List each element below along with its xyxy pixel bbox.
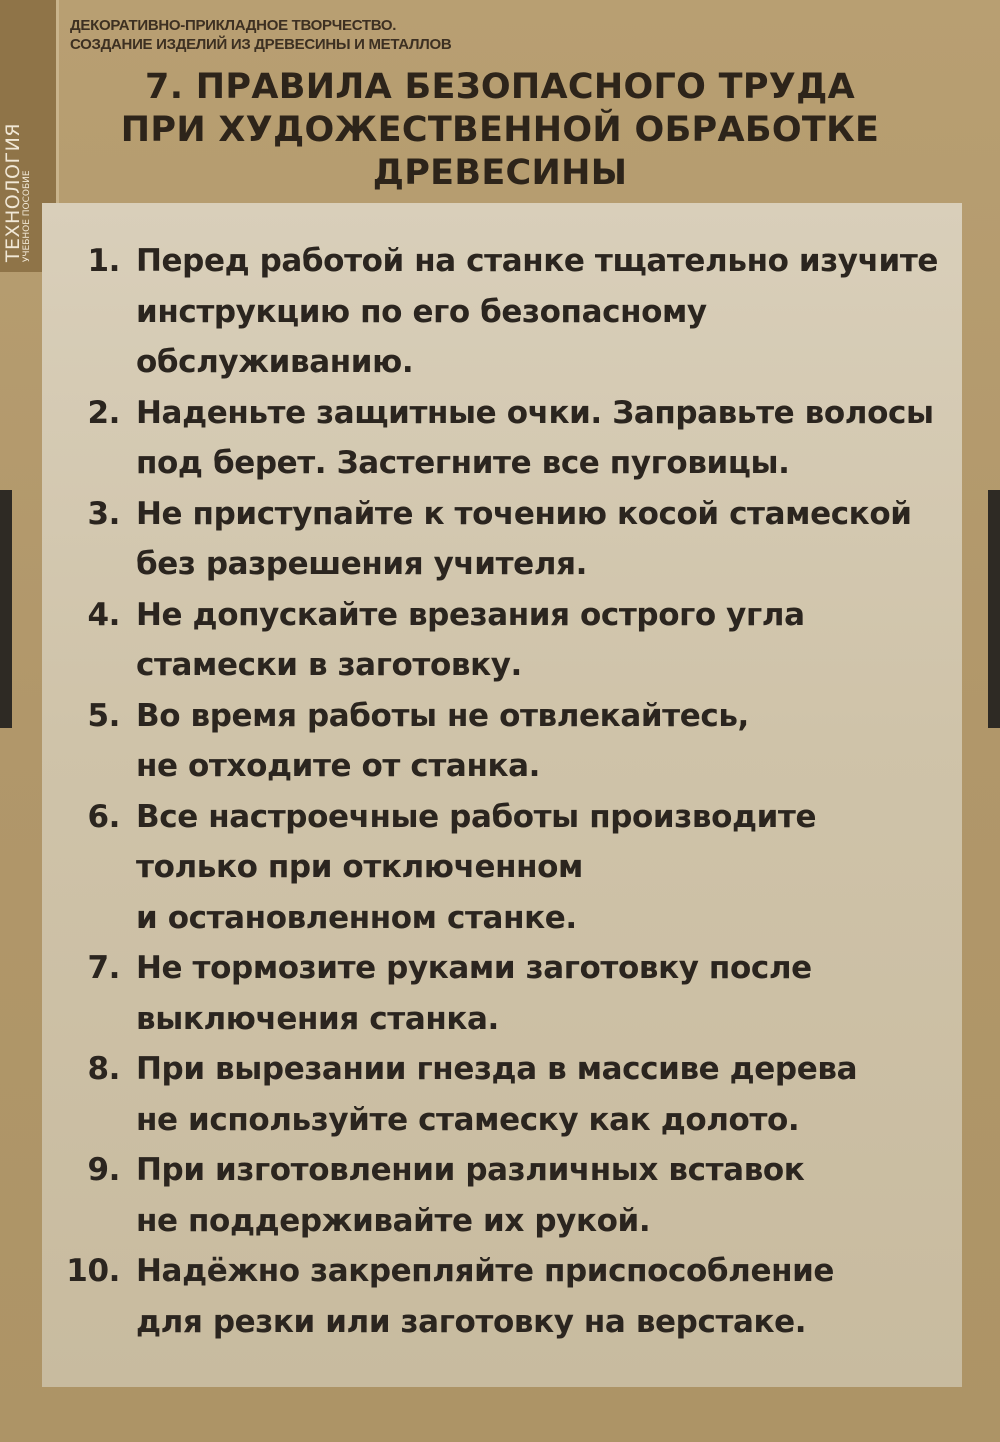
rule-text-line: При изготовлении различных вставок xyxy=(136,1152,805,1188)
rule-text-line: под берет. Застегните все пуговицы. xyxy=(136,445,790,481)
rule-text-line: Не тормозите руками заготовку после xyxy=(136,950,812,986)
rules-list xyxy=(42,236,962,1347)
rule-number: 6. xyxy=(87,798,120,835)
rule-text-line: не используйте стамеску как долото. xyxy=(136,1101,800,1138)
rule-text-line: Не приступайте к точению косой стамеской xyxy=(136,495,912,532)
rule-item xyxy=(42,236,962,388)
rule-number: 7. xyxy=(87,950,120,986)
rule-text-line: Все настроечные работы производите xyxy=(136,798,817,835)
rule-item xyxy=(42,388,962,489)
rule-text-line: инструкцию по его безопасному xyxy=(136,293,707,330)
rule-text-line: Наденьте защитные очки. Заправьте волосы xyxy=(136,394,934,431)
rule-number: 3. xyxy=(87,495,120,532)
rule-number: 4. xyxy=(87,596,120,633)
rule-text-line: выключения станка. xyxy=(136,1000,499,1037)
subheading-line: СОЗДАНИЕ ИЗДЕЛИЙ ИЗ ДРЕВЕСИНЫ И МЕТАЛЛОВ xyxy=(70,36,452,53)
rule-item xyxy=(42,1044,962,1145)
subheading xyxy=(70,16,670,54)
rule-number: 8. xyxy=(87,1051,120,1087)
rule-text-line: При вырезании гнезда в массиве дерева xyxy=(136,1051,858,1087)
rule-text-line: только при отключенном xyxy=(136,849,583,885)
rule-item xyxy=(42,792,962,944)
rule-text-line: для резки или заготовку на верстаке. xyxy=(136,1303,807,1340)
side-tab-subtitle: УЧЕБНОЕ ПОСОБИЕ xyxy=(22,170,32,262)
title-line: ПРИ ХУДОЖЕСТВЕННОЙ ОБРАБОТКЕ xyxy=(120,110,880,150)
rule-item xyxy=(42,1145,962,1246)
rule-text-line: и остановленном станке. xyxy=(136,899,577,936)
rule-number: 5. xyxy=(87,697,120,734)
rule-text-line: стамески в заготовку. xyxy=(136,647,522,683)
right-edge-bar xyxy=(988,490,1000,728)
rule-text-line: Не допускайте врезания острого угла xyxy=(136,596,805,633)
rule-text-line: не поддерживайте их рукой. xyxy=(136,1202,651,1239)
left-edge-bar xyxy=(0,490,12,728)
title-line: 7. ПРАВИЛА БЕЗОПАСНОГО ТРУДА xyxy=(145,67,855,107)
rule-number: 10. xyxy=(66,1253,120,1289)
rule-item xyxy=(42,590,962,691)
rule-text-line: не отходите от станка. xyxy=(136,748,541,784)
rule-item xyxy=(42,1246,962,1347)
rule-item xyxy=(42,691,962,792)
side-tab-title: ТЕХНОЛОГИЯ xyxy=(2,122,24,262)
rule-text-line: Надёжно закрепляйте приспособление xyxy=(136,1253,835,1289)
rule-item xyxy=(42,489,962,590)
title-line: ДРЕВЕСИНЫ xyxy=(372,153,628,193)
rule-number: 1. xyxy=(87,243,120,279)
rule-number: 2. xyxy=(87,394,120,431)
rule-item xyxy=(42,943,962,1044)
rule-text-line: Перед работой на станке тщательно изучите xyxy=(136,243,939,279)
rule-number: 9. xyxy=(87,1152,120,1188)
side-tab-label xyxy=(4,123,34,262)
subheading-line: ДЕКОРАТИВНО-ПРИКЛАДНОЕ ТВОРЧЕСТВО. xyxy=(70,17,397,34)
rule-text-line: без разрешения учителя. xyxy=(136,546,587,582)
rule-text-line: обслуживанию. xyxy=(136,344,414,380)
rule-text-line: Во время работы не отвлекайтесь, xyxy=(136,697,749,734)
page-title xyxy=(60,66,940,195)
